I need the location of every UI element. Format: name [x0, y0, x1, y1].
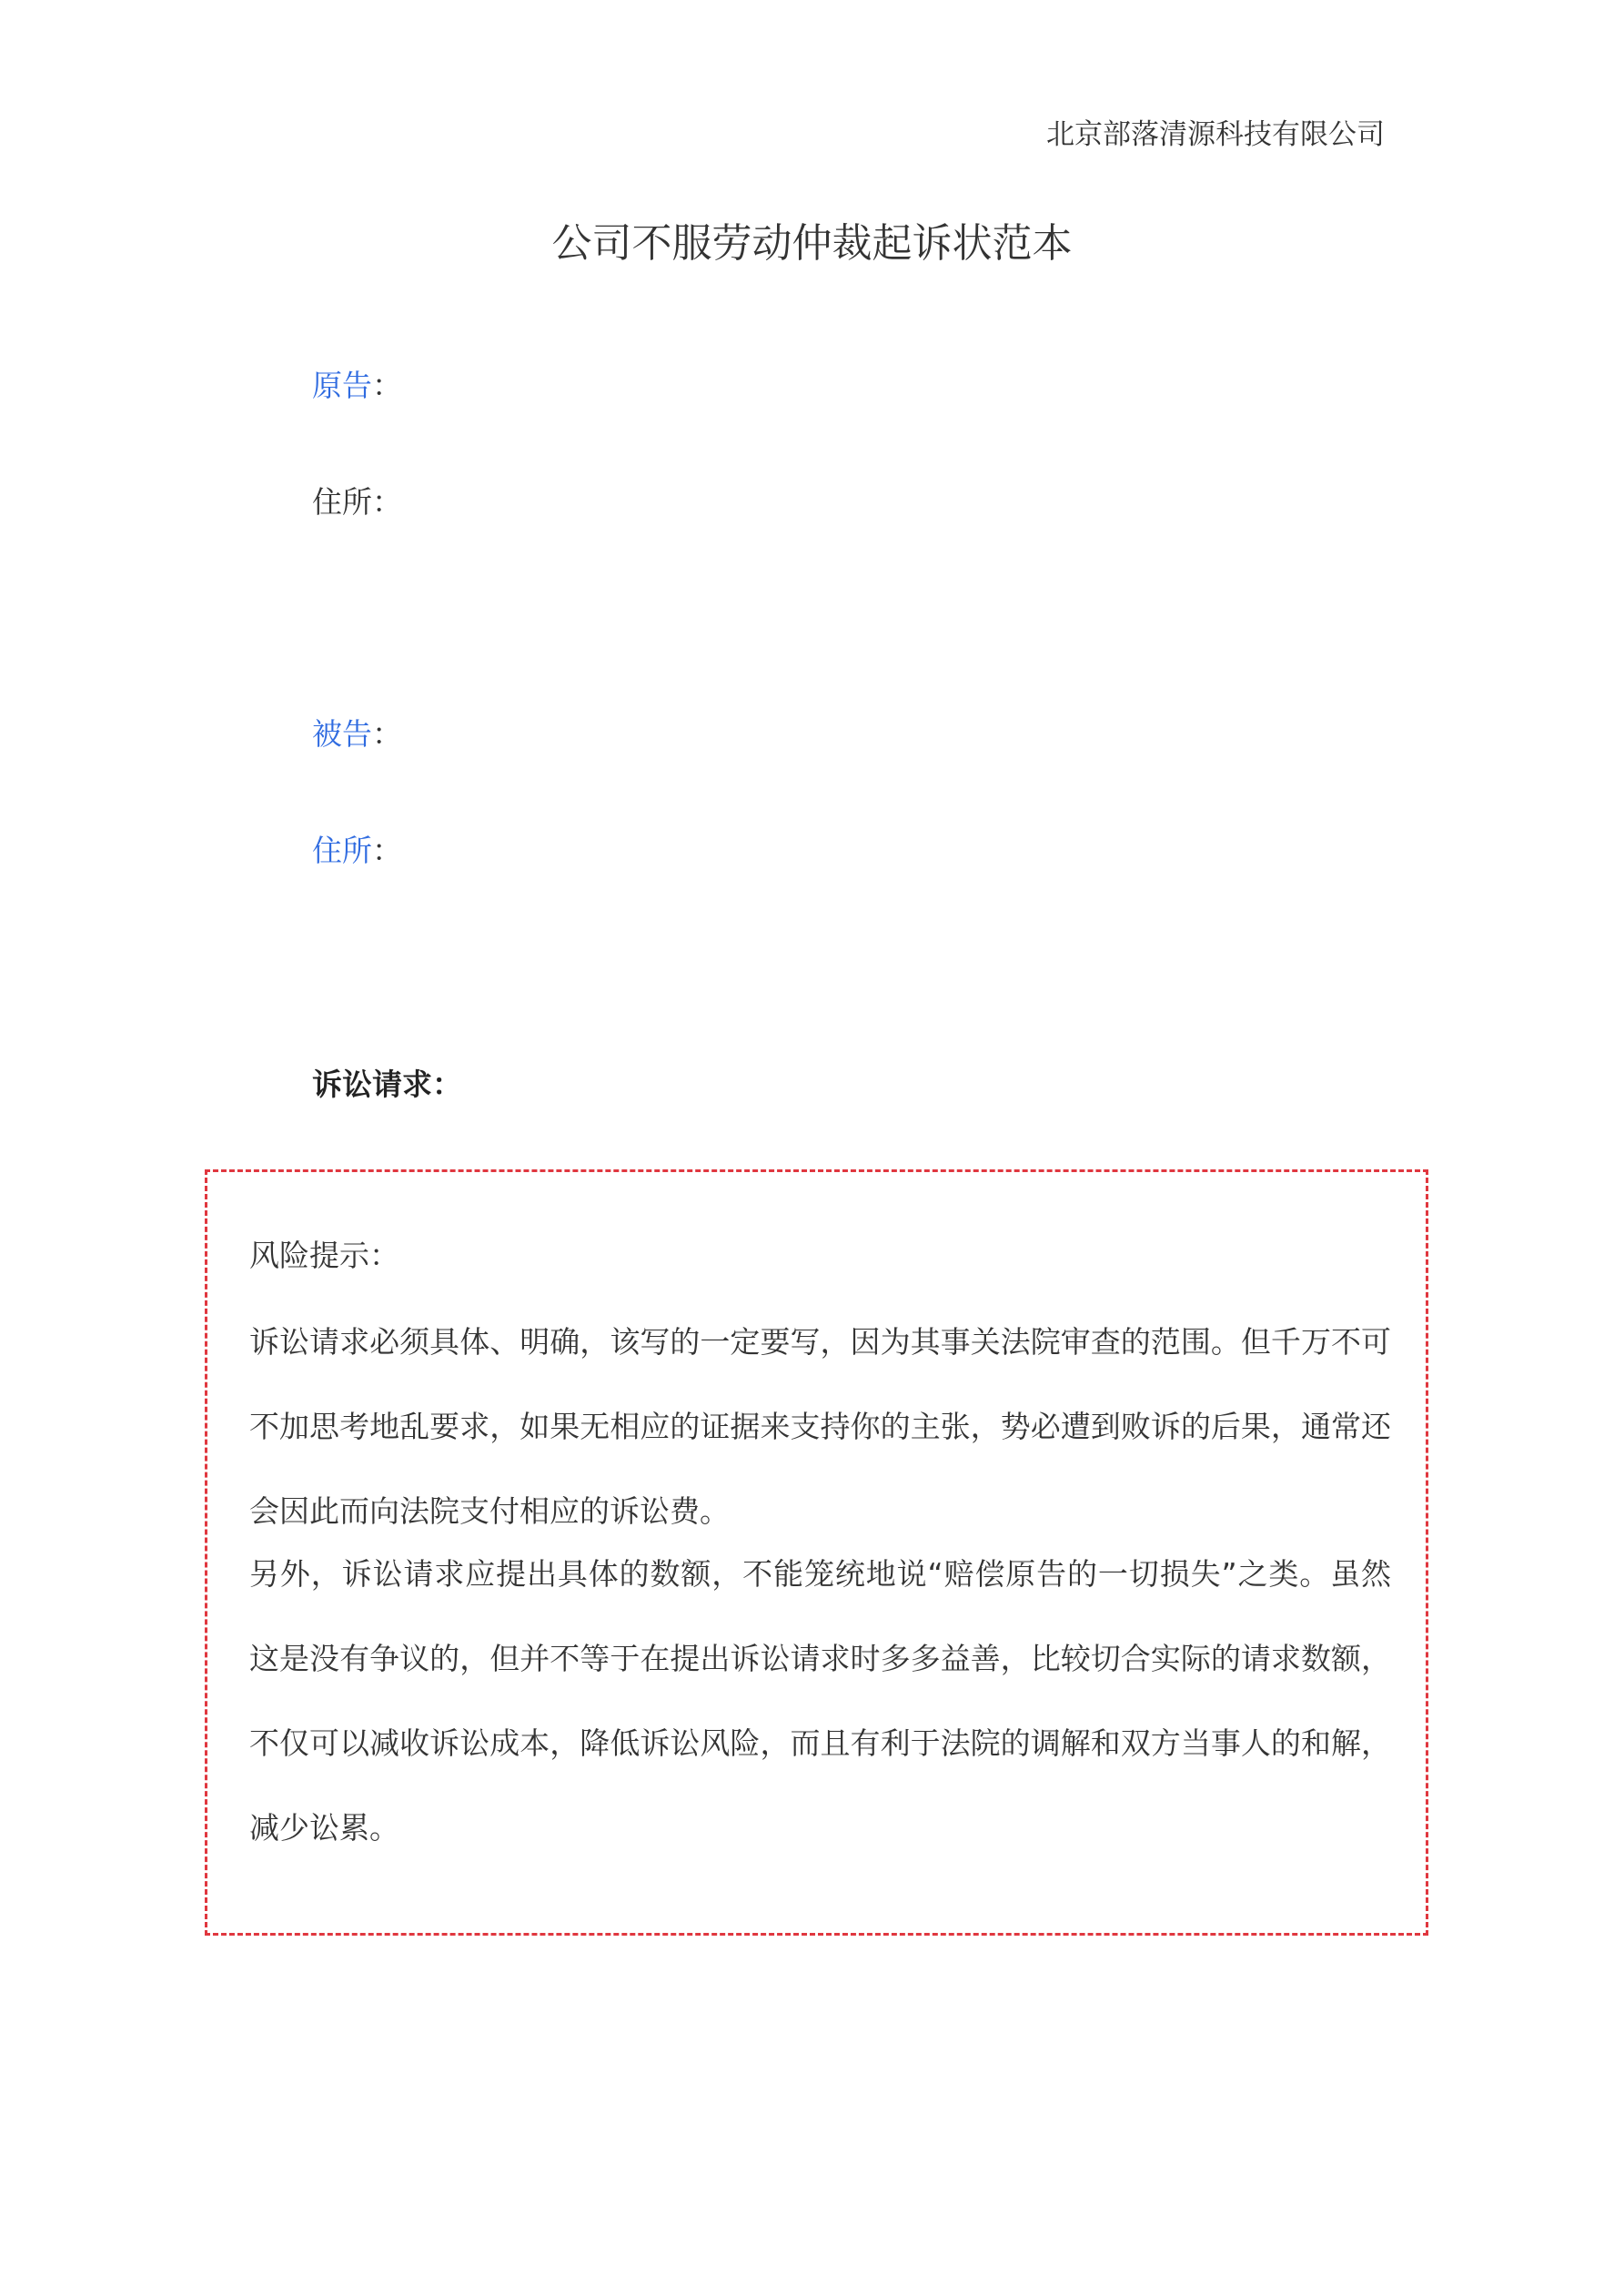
- plaintiff-address-label: 住所: [312, 484, 372, 520]
- risk-notice-paragraph: 诉讼请求必须具体、明确，该写的一定要写，因为其事关法院审查的范围。但千万不可不加思考地乱要求，如果无相应的证据来支持你的主张，势必遭到败诉的后果，通常还会因此而向法院支付相应的诉讼费。: [249, 1324, 1391, 1529]
- defendant-address-field: [312, 831, 402, 871]
- defendant-address-colon: ：: [372, 833, 402, 868]
- plaintiff-address-colon: ：: [372, 484, 402, 520]
- risk-notice-title: 风险提示：: [249, 1238, 399, 1273]
- company-name: 北京部落清源科技有限公司: [1046, 118, 1385, 151]
- defendant-field: [312, 714, 402, 754]
- plaintiff-label[interactable]: 原告: [312, 368, 372, 403]
- risk-notice-paragraph: 另外，诉讼请求应提出具体的数额，不能笼统地说“赔偿原告的一切损失”之类。虽然这是没有争议的，但并不等于在提出诉讼请求时多多益善，比较切合实际的请求数额，不仅可以减收诉讼成本，降低诉讼风险，而且有利于法院的调解和双方当事人的和解，减少讼累。: [249, 1556, 1391, 1846]
- plaintiff-colon: ：: [372, 368, 402, 403]
- risk-notice-content: [249, 1236, 1391, 1870]
- plaintiff-address-field: [312, 482, 402, 522]
- plaintiff-field: [312, 366, 402, 406]
- document-title: 公司不服劳动仲裁起诉状范本: [551, 220, 1073, 267]
- claims-heading: 诉讼请求：: [312, 1067, 462, 1102]
- defendant-label[interactable]: 被告: [312, 716, 372, 752]
- defendant-colon: ：: [372, 716, 402, 752]
- risk-notice-box: [205, 1169, 1428, 1936]
- defendant-address-label[interactable]: 住所: [312, 833, 372, 868]
